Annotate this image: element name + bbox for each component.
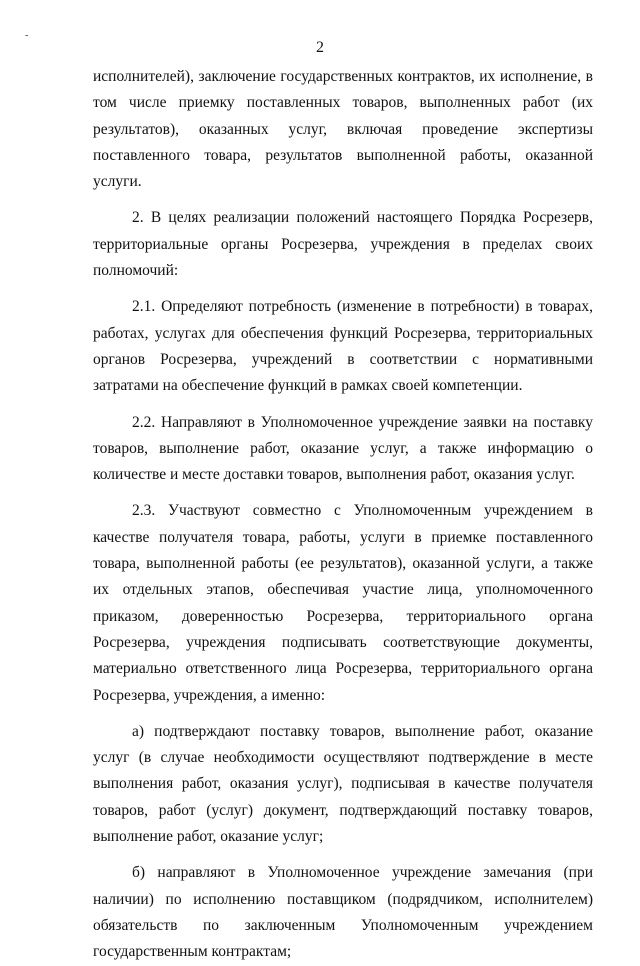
paragraph-item-b: б) направляют в Уполномоченное учреждение замечания (при наличии) по исполнению поставщиком (подрядчиком, исполнителем) обязательств по заключенным Уполномоченным учреждением государственным контрактам; [93, 864, 593, 961]
corner-mark: - [25, 30, 29, 41]
paragraph-continuation: исполнителей), заключение государственных контрактов, их исполнение, в том числе приемку поставленных товаров, выполненных работ (их результатов), оказанных услуг, включая проведение экспертизы поставленного товара, результатов выполненной работы, оказанной услуги. [93, 68, 593, 191]
paragraph-item-a: а) подтверждают поставку товаров, выполнение работ, оказание услуг (в случае необходимости осуществляют подтверждение в месте выполнения работ, оказания услуг), подписывая в качестве получателя товаров, работ (услуг) документ, подтверждающий поставку товаров, выполнение работ, оказание услуг; [93, 722, 593, 846]
paragraph-2: 2. В целях реализации положений настоящего Порядка Росрезерв, территориальные органы Росрезерва, учреждения в пределах своих полномочий: [93, 209, 593, 280]
paragraph-2-2: 2.2. Направляют в Уполномоченное учреждение заявки на поставку товаров, выполнение работ, оказание услуг, а также информацию о количестве и месте доставки товаров, выполнения работ, оказания услуг. [93, 413, 593, 484]
document-body [93, 64, 593, 966]
page-number: 2 [316, 39, 324, 56]
paragraph-2-1: 2.1. Определяют потребность (изменение в потребности) в товарах, работах, услугах для обеспечения функций Росрезерва, территориальных органов Росрезерва, учреждений в соответствии с нормативными затратами на обеспечение функций в рамках своей компетенции. [93, 298, 593, 395]
paragraph-2-3: 2.3. Участвуют совместно с Уполномоченным учреждением в качестве получателя товара, работы, услуги в приемке поставленного товара, выполненной работы (ее результатов), оказанной услуги, а также их отдельных этапов, обеспечивая участие лица, уполномоченного приказом, доверенностью Росрезерва, территориального органа Росрезерва, учреждения подписывать соответствующие документы, материально ответственного лица Росрезерва, территориального органа Росрезерва, учреждения, а именно: [93, 502, 593, 704]
